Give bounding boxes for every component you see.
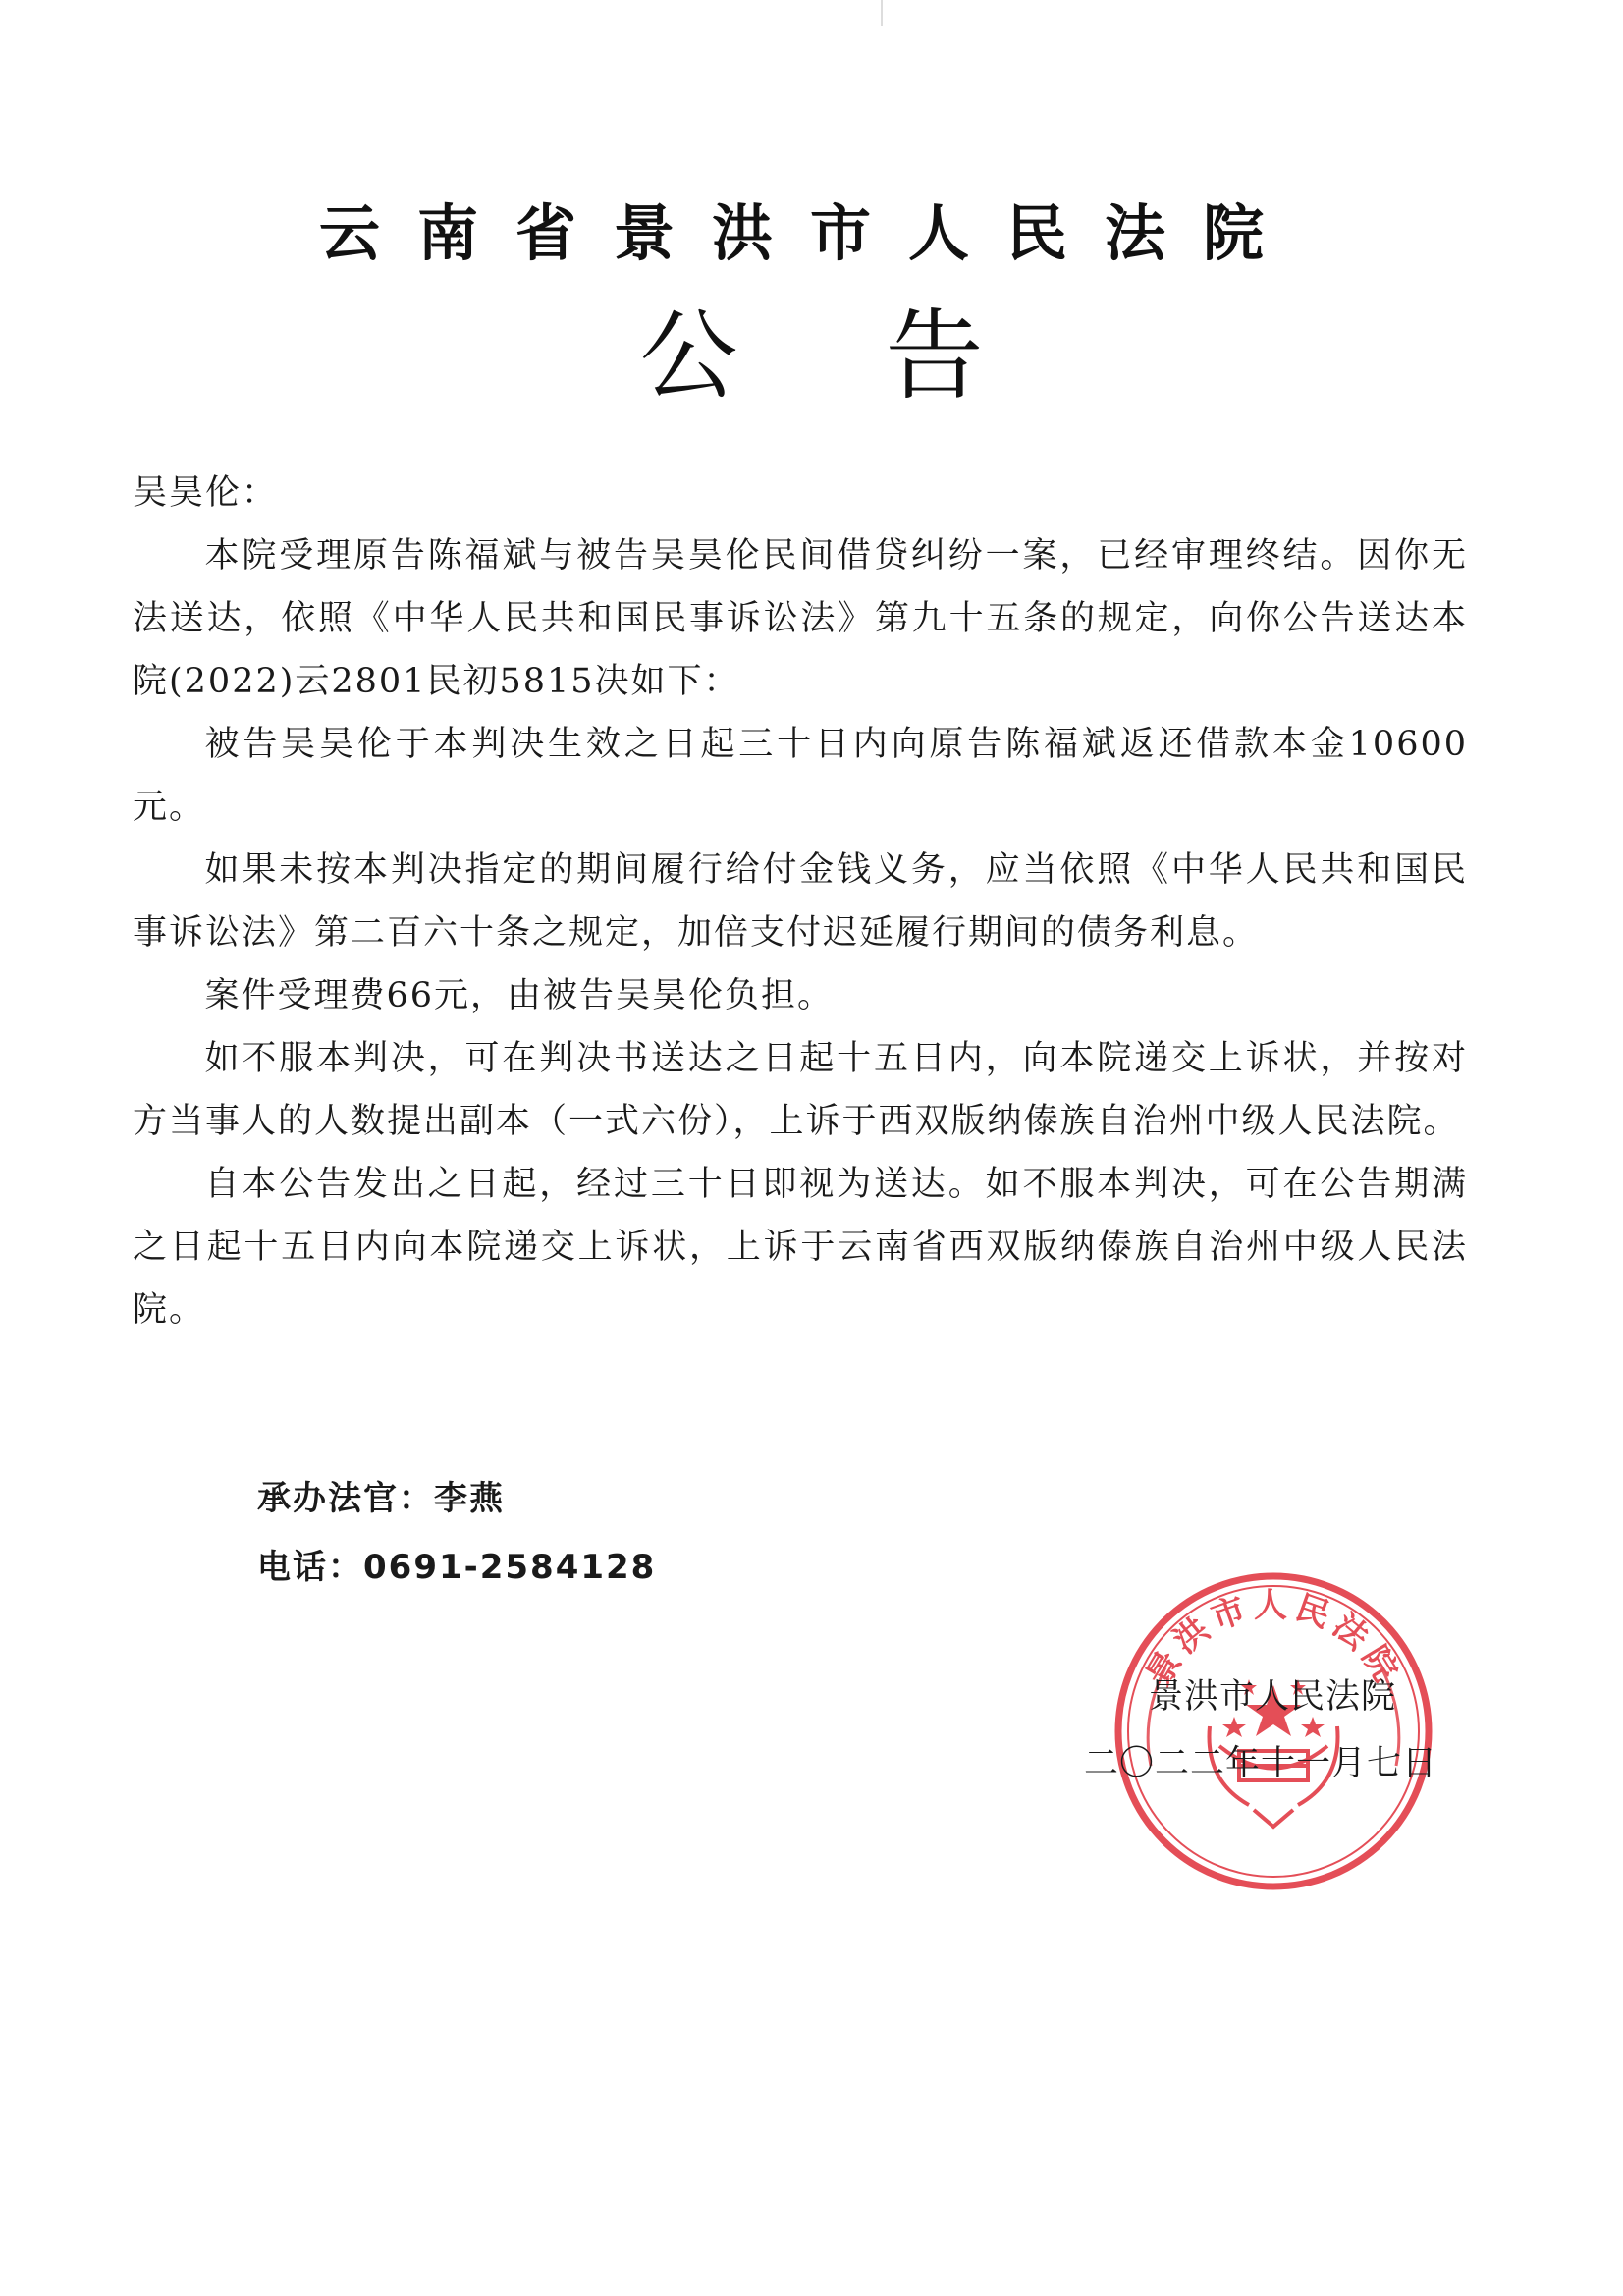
paragraph-fee: 案件受理费66元，由被告吴昊伦负担。 [204, 976, 835, 1015]
document-title: 公告 [639, 299, 1131, 413]
seal-text: 景洪市人民法院 [1139, 1586, 1408, 1694]
notice-body [133, 462, 1468, 1341]
signature-date: 二〇二二年十一月七日 [1084, 1744, 1438, 1783]
signature-court: 景洪市人民法院 [1149, 1677, 1397, 1717]
addressee: 吴昊伦： [133, 473, 279, 513]
court-name: 云南省景洪市人民法院 [318, 197, 1301, 269]
judge-line: 承办法官：李燕 [257, 1479, 505, 1518]
paragraph-interest: 如果未按本判决指定的期间履行给付金钱义务，应当依照《中华人民共和国民事诉讼法》第二百六十条之规定，加倍支付迟延履行期间的债务利息。 [133, 850, 1468, 953]
court-seal-icon [1111, 1569, 1435, 1893]
paragraph-service: 自本公告发出之日起，经过三十日即视为送达。如不服本判决，可在公告期满之日起十五日内向本院递交上诉状，上诉于云南省西双版纳傣族自治州中级人民法院。 [133, 1165, 1468, 1330]
scan-mark [881, 0, 883, 26]
paragraph-judgment: 被告吴昊伦于本判决生效之日起三十日内向原告陈福斌返还借款本金10600元。 [133, 725, 1468, 827]
phone-line: 电话：0691-2584128 [257, 1548, 657, 1587]
paragraph-appeal: 如不服本判决，可在判决书送达之日起十五日内，向本院递交上诉状，并按对方当事人的人数提出副本（一式六份），上诉于西双版纳傣族自治州中级人民法院。 [133, 1039, 1468, 1141]
paragraph-case: 本院受理原告陈福斌与被告吴昊伦民间借贷纠纷一案，已经审理终结。因你无法送达，依照《中华人民共和国民事诉讼法》第九十五条的规定，向你公告送达本院(2022)云2801民初5815决如下： [133, 536, 1468, 701]
